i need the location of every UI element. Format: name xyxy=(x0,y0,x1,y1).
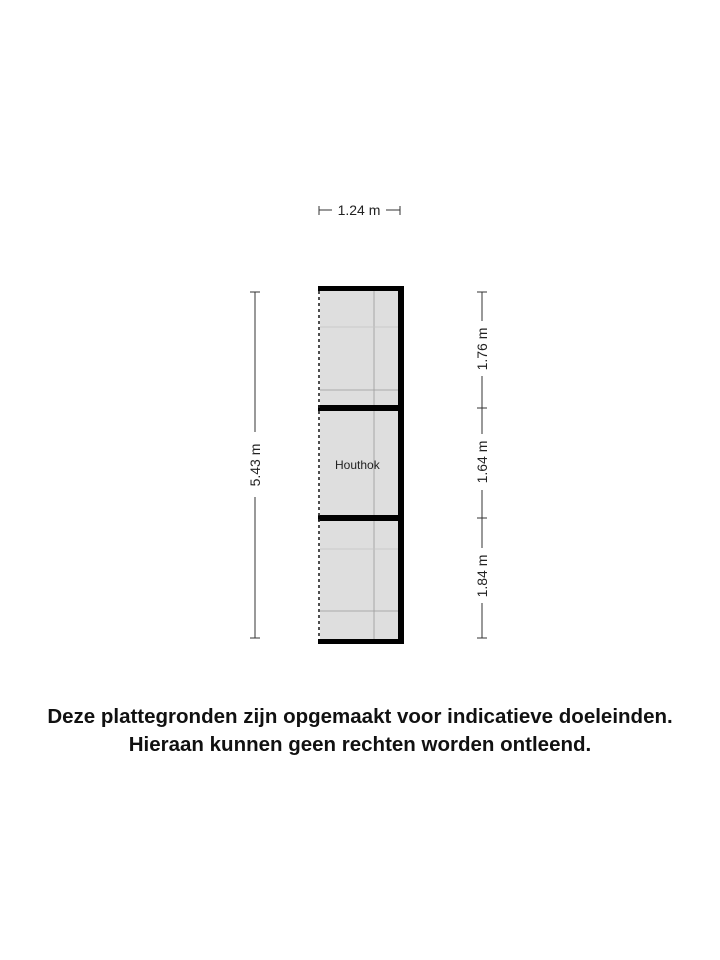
wall-divider-2 xyxy=(318,515,404,521)
wall-divider-1 xyxy=(318,405,404,411)
wall-bottom xyxy=(318,639,404,644)
dimension-right-segment-1-label: 1.76 m xyxy=(474,327,490,371)
disclaimer-line-1: Deze plattegronden zijn opgemaakt voor indicatieve doeleinden. xyxy=(47,705,673,728)
disclaimer-line-2: Hieraan kunnen geen rechten worden ontleend. xyxy=(128,733,592,756)
room-label: Houthok xyxy=(335,458,380,472)
disclaimer xyxy=(0,703,720,759)
dimension-right-segment-2-label: 1.64 m xyxy=(474,440,490,484)
dimension-right-segment-3-label: 1.84 m xyxy=(474,554,490,598)
dimension-left-label: 5.43 m xyxy=(247,443,263,487)
wall-right xyxy=(398,286,404,644)
wall-top xyxy=(318,286,404,291)
dimension-top-label: 1.24 m xyxy=(337,202,381,218)
